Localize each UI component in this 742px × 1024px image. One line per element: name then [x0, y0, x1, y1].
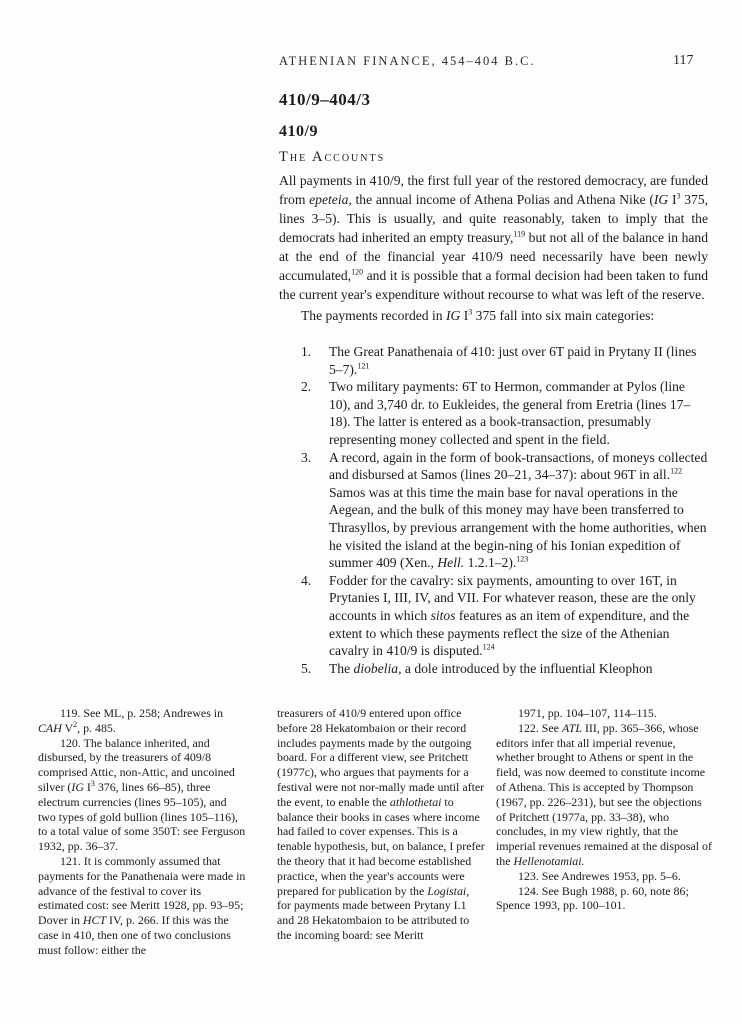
list-item: 3. A record, again in the form of book-transactions, of moneys collected and disbursed at Samos (lines 20–21, 34–37): about 96T in all.$^{122}$ Samos was at this time the main base for naval operations in the Aegean, and the bulk of this money may have been transferred to Thrasyllos, by previous arrangement with the home authorities, when he visited the island at the begin-ning of his Ionian expedition of summer 409 (Xen., Hell. 1.2.1–2).$^{123}$ — [301, 449, 708, 571]
categories-list — [279, 343, 708, 677]
section-heading: The Accounts — [279, 149, 386, 165]
list-item: 4. Fodder for the cavalry: six payments, amounting to over 16T, in Prytanies I, III, IV, and VII. For whatever reason, these are the only accounts in which sitos features as an item of expenditure, and the extent to which these payments reflect the size of the Athenian cavalry in 410/9 is disputed.$^{124}$ — [301, 572, 696, 659]
running-head: ATHENIAN FINANCE, 454–404 B.C. — [279, 54, 536, 68]
footnote-ref-119[interactable]: 119 — [513, 229, 526, 239]
main-text — [279, 90, 708, 677]
paragraph-1: All payments in 410/9, the first full year of the restored democracy, are funded from epeteia, the annual income of Athena Polias and Athena Nike (IG $I^3$ 375, lines 3–5). This is usually, and quite reasonably, taken to imply that the democrats had inherited an empty treasury,$^{119}$ but not all of the balance in hand at the end of the financial year 410/9 need necessarily have been newly accumulated,$^{120}$ and it is possible that a formal decision had been taken to fund the current year's expenditure without recourse to what was left of the reserve. — [279, 173, 709, 302]
year-heading: 410/9 — [279, 123, 318, 140]
footnote-ref-122[interactable]: 122 — [670, 466, 683, 476]
period-heading: 410/9–404/3 — [279, 90, 371, 109]
list-item: 5. The diobelia, a dole introduced by the influential Kleophon — [301, 660, 653, 676]
footnote-120: 120. The balance inherited, and disbursed, by the treasurers of 409/8 comprised Attic, non-Attic, and uncoined silver (IG $I^3$ 376, lines 66–85), three electrum currencies (lines 95–105), and two types of gold bullion (lines 105–116), to a total value of some 350T: see Ferguson 1932, pp. 36–37. — [38, 735, 246, 854]
paragraph-2: The payments recorded in IG $I^3$ 375 fall into six main categories: — [301, 307, 655, 323]
footnote-ref-120[interactable]: 120 — [351, 267, 364, 277]
footnote-ref-124[interactable]: 124 — [482, 642, 495, 652]
footnote-119: 119. See ML, p. 258; Andrewes in CAH $V^2$, p. 485. — [38, 706, 224, 735]
footnote-121-continued: treasurers of 410/9 entered upon office before 28 Hekatombaion or their record includes payments made by the outgoing board. For a different view, see Pritchett (1977c), who argues that payments for a festival were not nor-mally made until after the event, to enable the athlothetai to balance their books in cases where income had failed to cover expenses. This is a tenable hypothesis, but, on balance, I prefer the theory that it had become established practice, when the year's accounts were prepared for publication by the Logistai, for payments made between Prytany I.1 and 28 Hekatombaion to be attributed to the incoming board: see Meritt — [277, 706, 485, 942]
footnotes-column-3 — [496, 706, 714, 913]
footnote-ref-121[interactable]: 121 — [357, 361, 370, 371]
footnote-123: 123. See Andrewes 1953, pp. 5–6. — [518, 868, 681, 883]
footnote-124: 124. See Bugh 1988, p. 60, note 86; Spence 1993, pp. 100–101. — [496, 883, 689, 913]
footnote-121: 121. It is commonly assumed that payments for the Panathenaia were made in advance of the festival to cover its estimated cost: see Meritt 1928, pp. 93–95; Dover in HCT IV, p. 266. If this was the case in 410, then one of two conclusions must follow: either the — [38, 853, 246, 957]
footnote-ref-123[interactable]: 123 — [516, 554, 529, 564]
footnotes-column-1 — [38, 706, 246, 958]
footnote-122: 122. See ATL III, pp. 365–366, whose editors infer that all imperial revenue, whether brought to Athens or spent in the field, was now deemed to constitute income of Athena. This is accepted by Thompson (1967, pp. 226–231), but see the objections of Pritchett (1977a, pp. 33–38), who concludes, in my view rightly, that the imperial revenues remained at the disposal of the Hellenotamiai. — [496, 720, 712, 868]
page-number: 117 — [673, 53, 694, 68]
list-item: 1. The Great Panathenaia of 410: just over 6T paid in Prytany II (lines 5–7).$^{121}$ — [301, 344, 697, 377]
footnote-121-end: 1971, pp. 104–107, 114–115. — [518, 706, 657, 720]
list-item: 2. Two military payments: 6T to Hermon, commander at Pylos (line 10), and 3,740 dr. to Eukleides, the general from Eretria (lines 17–18). The latter is entered as a book-transaction, presumably representing money collected and spent in the field. — [301, 379, 691, 447]
footnotes-column-2 — [277, 706, 485, 943]
